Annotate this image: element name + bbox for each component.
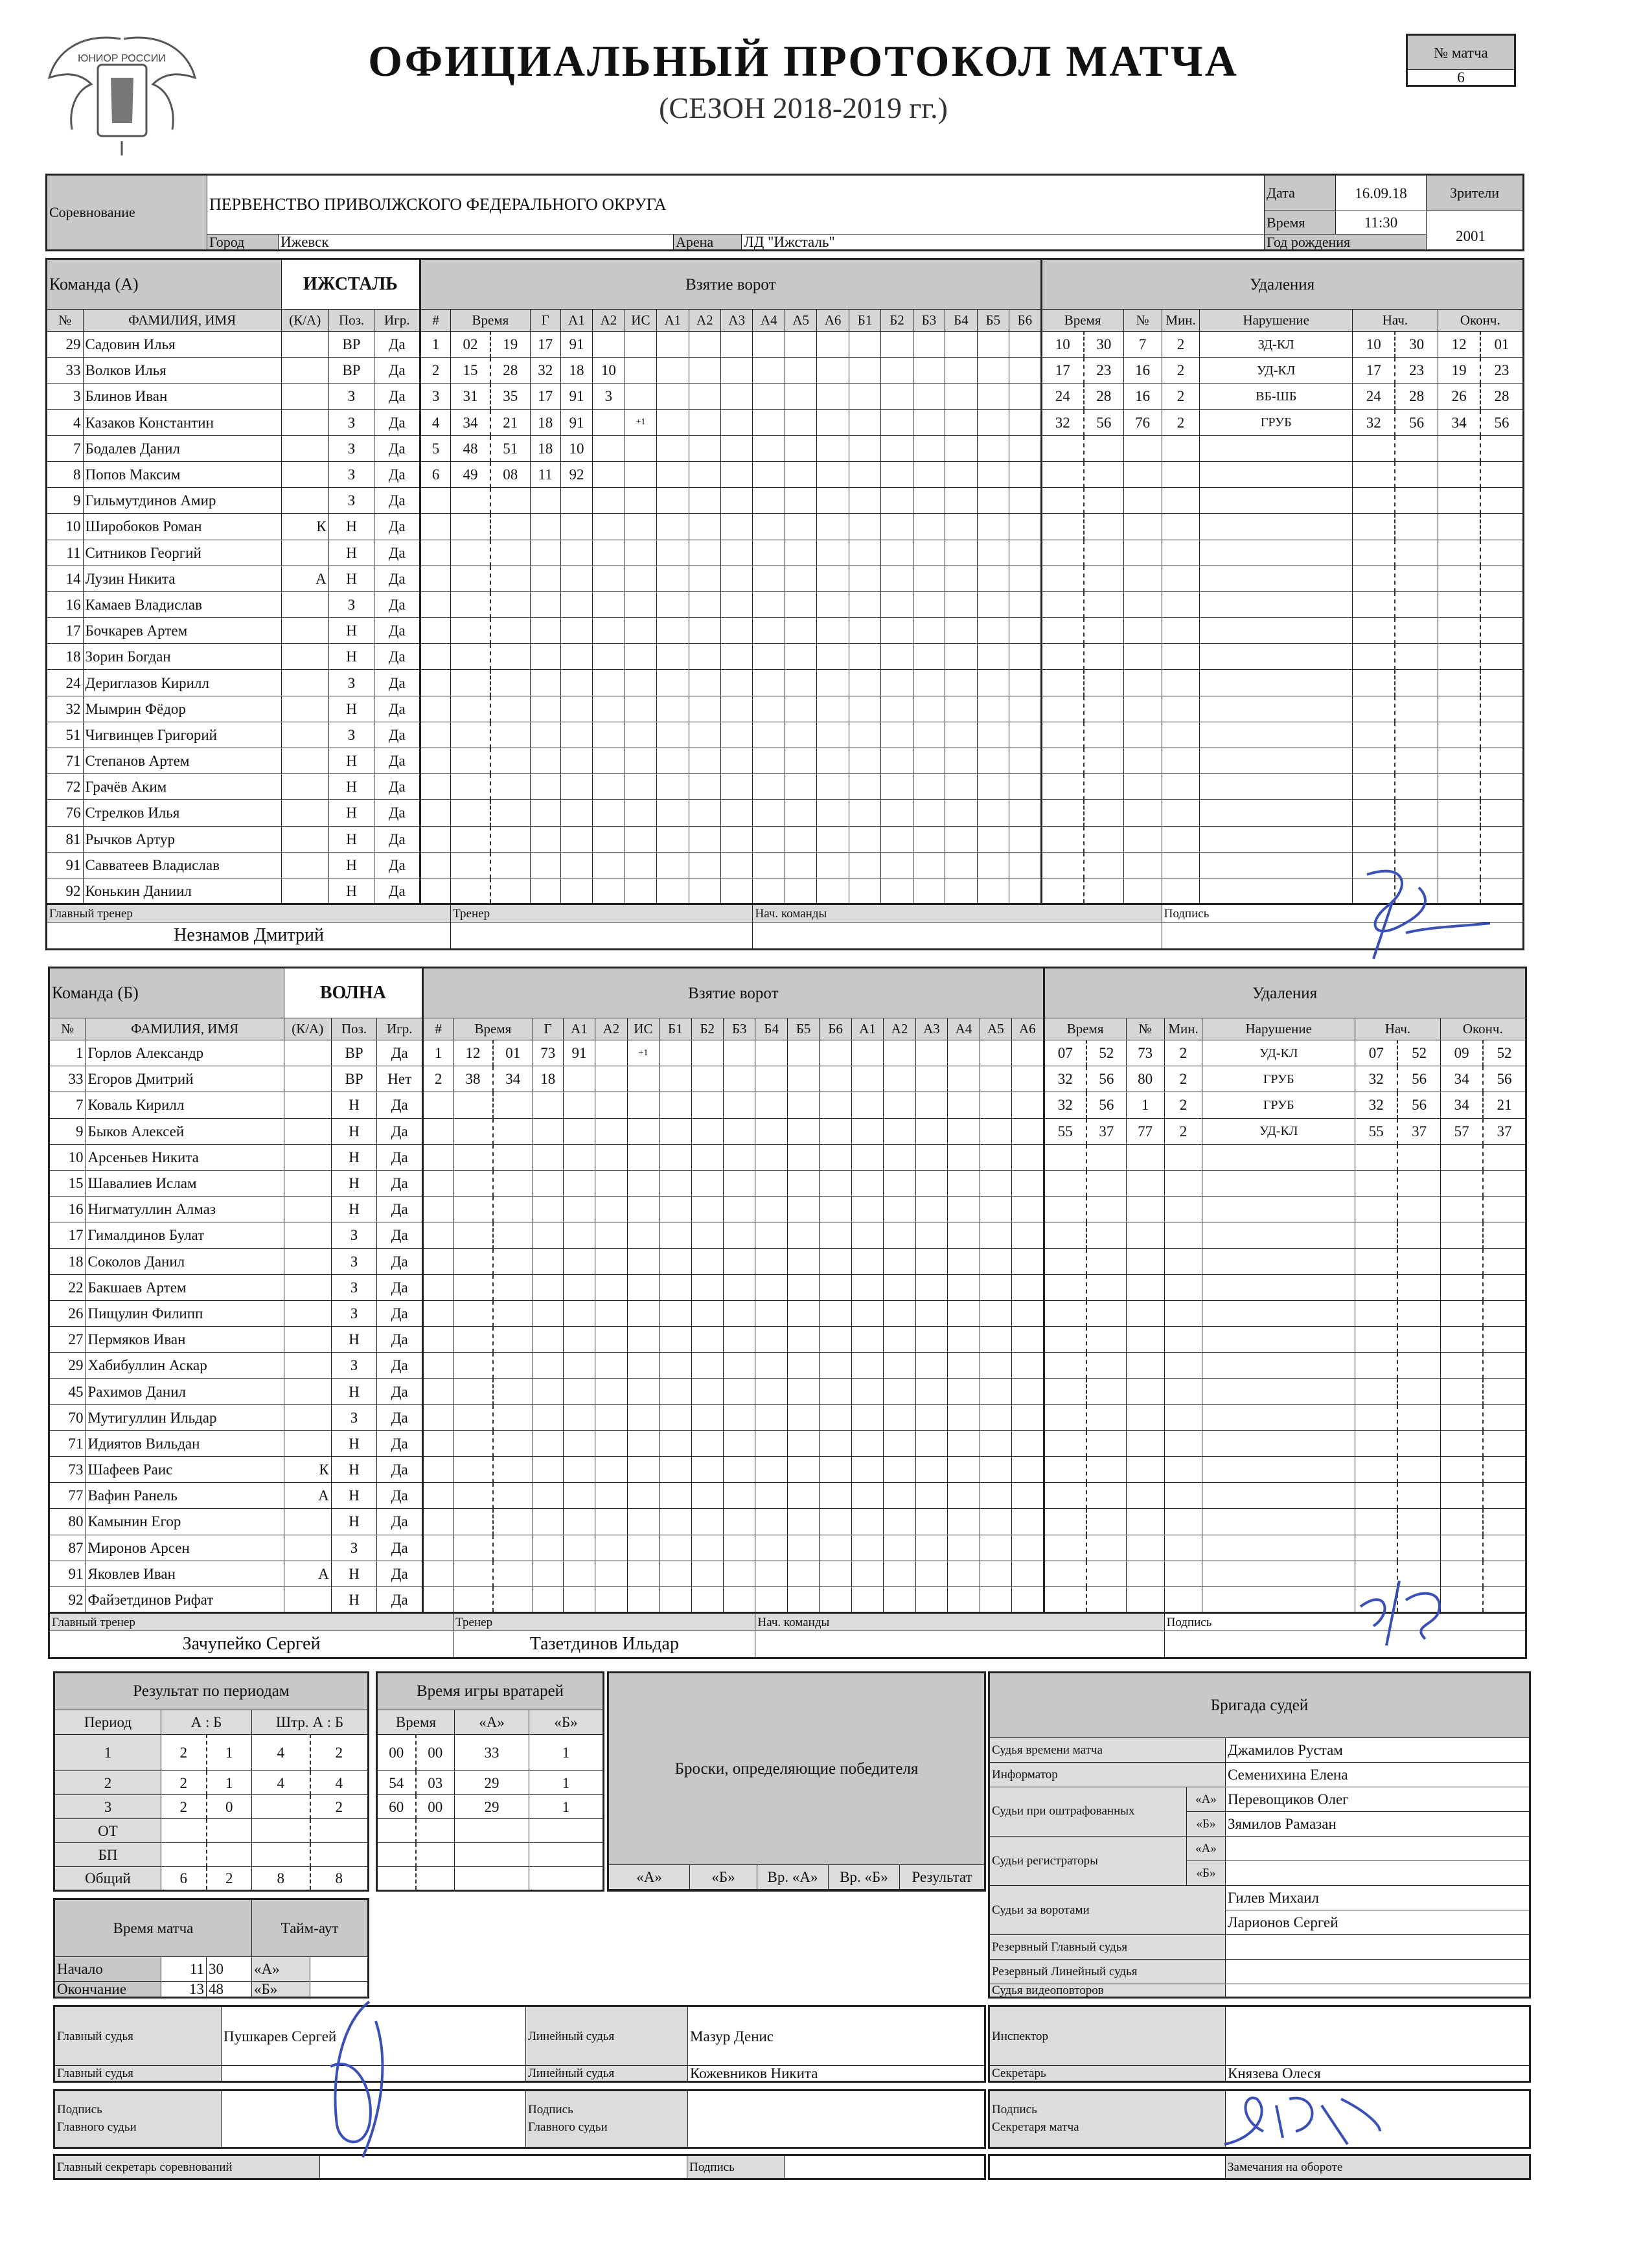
head-coach: Незнамов Дмитрий (47, 922, 451, 950)
player-name: Горлов Александр (86, 1040, 284, 1066)
city: Ижевск (279, 235, 674, 251)
goalie-time-row: 00 00 33 1 (377, 1734, 604, 1770)
penalty-box-judge-b: Зямилов Рамазан (1226, 1812, 1530, 1837)
player-name: Казаков Константин (83, 409, 281, 435)
player-name: Конькин Даниил (83, 878, 281, 904)
player-row: 9 Гильмутдинов Амир З Да (47, 488, 1524, 514)
trainer (451, 922, 753, 950)
chief-secretary: Главный секретарь соревнований Подпись (53, 2154, 986, 2180)
player-name: Блинов Иван (83, 384, 281, 409)
head-coach: Зачупейко Сергей (49, 1631, 453, 1658)
player-row: 80 Камынин Егор Н Да (49, 1509, 1526, 1535)
timekeeper: Джамилов Рустам (1226, 1738, 1530, 1763)
player-name: Савватеев Владислав (83, 852, 281, 878)
goal-judge-2: Ларионов Сергей (1226, 1910, 1530, 1935)
player-name: Бакшаев Артем (86, 1274, 284, 1300)
player-row: 76 Стрелков Илья Н Да (47, 800, 1524, 826)
team-a-block (45, 258, 1522, 954)
player-name: Нигматуллин Алмаз (86, 1197, 284, 1222)
player-name: Стрелков Илья (83, 800, 281, 826)
player-name: Арсеньев Никита (86, 1144, 284, 1170)
signatures-main: Подпись Главного судьи Подпись Главного судьи (53, 2089, 986, 2149)
period-row: 3 2 0 2 (54, 1795, 369, 1819)
signature-coach-b (1348, 1574, 1477, 1652)
player-row: 1 Горлов Александр ВР Да 1 12 01 73 91 +1 07 52 73 2 УД-КЛ 07 52 09 52 (49, 1040, 1526, 1066)
player-name: Лузин Никита (83, 566, 281, 591)
match-number-value: 6 (1407, 70, 1515, 86)
period-row: БП (54, 1843, 369, 1867)
player-name: Пищулин Филипп (86, 1300, 284, 1326)
player-row: 91 Савватеев Владислав Н Да (47, 852, 1524, 878)
referee-team: Бригада судей Судья времени матча Джамилов Рустам Информатор Семенихина Елена Судьи при оштрафованных «А» Перевощиков Олег «Б» Зямилов Рамазан Судьи регистраторы «А» «Б» Судьи за воротами Гилев Михаил Ларионов Сергей Резервный Главный судья Резервный Линейный судья Судья видеоповторов (988, 1671, 1531, 1999)
player-row: 33 Волков Илья ВР Да 2 15 28 32 18 10 17 23 16 2 УД-КЛ 17 23 19 23 (47, 358, 1524, 384)
penalties-section: Удаления (1041, 259, 1523, 310)
notes: Замечания на обороте (988, 2154, 1531, 2180)
signature-coach-a (1328, 862, 1497, 972)
signature-secretary: Подпись Секретаря матча (988, 2089, 1531, 2149)
player-name: Егоров Дмитрий (86, 1066, 284, 1092)
player-name: Коваль Кирилл (86, 1092, 284, 1118)
player-row: 33 Егоров Дмитрий ВР Нет 2 38 34 18 32 56 80 2 ГРУБ 32 56 34 56 (49, 1066, 1526, 1092)
player-row: 92 Файзетдинов Рифат Н Да (49, 1586, 1526, 1612)
linesman-1: Мазур Денис (688, 2006, 985, 2066)
secretary: Князева Олеся (1226, 2066, 1530, 2082)
period-results: Результат по периодам Период А : Б Штр. А : Б 1 2 1 4 2 2 2 1 4 4 3 2 0 2 ОТ БП Общий 6 2 8 8 (53, 1671, 369, 1892)
period-row: Общий 6 2 8 8 (54, 1867, 369, 1891)
player-row: 72 Грачёв Аким Н Да (47, 774, 1524, 800)
player-row: 8 Попов Максим З Да 6 49 08 11 92 (47, 461, 1524, 487)
player-row: 45 Рахимов Данил Н Да (49, 1379, 1526, 1404)
team-name: ИЖСТАЛЬ (281, 259, 420, 310)
player-name: Попов Максим (83, 461, 281, 487)
period-row: 1 2 1 4 2 (54, 1734, 369, 1770)
goalie-time: Время игры вратарей Время «А» «Б» 00 00 33 1 54 03 29 1 60 00 29 1 (376, 1671, 604, 1892)
player-row: 14 Лузин Никита А Н Да (47, 566, 1524, 591)
player-name: Чигвинцев Григорий (83, 722, 281, 748)
player-name: Хабибуллин Аскар (86, 1353, 284, 1379)
goalie-time-row: 60 00 29 1 (377, 1795, 604, 1819)
main-officials: Главный судья Пушкарев Сергей Линейный судья Мазур Денис Главный судья Линейный судья Кожевников Никита (53, 2005, 986, 2083)
player-row: 17 Гималдинов Булат З Да (49, 1222, 1526, 1248)
player-row: 81 Рычков Артур Н Да (47, 826, 1524, 852)
match-time-table: Время матча Тайм-аут Начало 11 30 «А» Окончание 13 48 «Б» (53, 1898, 369, 1999)
team-name: ВОЛНА (284, 968, 422, 1018)
player-name: Садовин Илья (83, 332, 281, 358)
player-name: Файзетдинов Рифат (86, 1586, 284, 1612)
logo (43, 26, 201, 159)
signature-secretary (1218, 2086, 1386, 2157)
player-name: Камынин Егор (86, 1509, 284, 1535)
player-name: Вафин Ранель (86, 1483, 284, 1509)
player-name: Рахимов Данил (86, 1379, 284, 1404)
match-time: 11:30 (1336, 211, 1427, 235)
period-row: ОТ (54, 1819, 369, 1843)
linesman-2: Кожевников Никита (688, 2066, 985, 2082)
informer: Семенихина Елена (1226, 1763, 1530, 1787)
player-row: 92 Конькин Даниил Н Да (47, 878, 1524, 904)
main-referee-signature-2 (688, 2090, 985, 2148)
player-row: 18 Соколов Данил З Да (49, 1248, 1526, 1274)
player-name: Яковлев Иван (86, 1561, 284, 1586)
player-row: 71 Идиятов Вильдан Н Да (49, 1430, 1526, 1456)
player-row: 91 Яковлев Иван А Н Да (49, 1561, 1526, 1586)
player-row: 29 Хабибуллин Аскар З Да (49, 1353, 1526, 1379)
player-name: Рычков Артур (83, 826, 281, 852)
team-label: Команда (Б) (49, 968, 284, 1018)
trainer: Тазетдинов Ильдар (453, 1631, 755, 1658)
match-info: Соревнование ПЕРВЕНСТВО ПРИВОЛЖСКОГО ФЕДЕРАЛЬНОГО ОКРУГА Дата 16.09.18 Зрители Время 11:30 Город Ижевск Арена ЛД "Ижсталь" Год рождения (45, 174, 1524, 251)
player-row: 10 Широбоков Роман К Н Да (47, 514, 1524, 540)
player-name: Шафеев Раис (86, 1457, 284, 1483)
player-name: Камаев Владислав (83, 591, 281, 617)
season: (СЕЗОН 2018-2019 гг.) (659, 91, 948, 124)
birth-year: 2001 (1456, 228, 1486, 244)
player-row: 4 Казаков Константин З Да 4 34 21 18 91 +1 32 56 76 2 ГРУБ 32 56 34 56 (47, 409, 1524, 435)
player-name: Мутигуллин Ильдар (86, 1404, 284, 1430)
player-row: 7 Коваль Кирилл Н Да 32 56 1 2 ГРУБ 32 56 34 21 (49, 1092, 1526, 1118)
player-name: Ситников Георгий (83, 540, 281, 566)
player-row: 10 Арсеньев Никита Н Да (49, 1144, 1526, 1170)
player-name: Идиятов Вильдан (86, 1430, 284, 1456)
player-row: 3 Блинов Иван З Да 3 31 35 17 91 3 24 28 16 2 ВБ-ШБ 24 28 26 28 (47, 384, 1524, 409)
start-hour: 11 (161, 1957, 207, 1982)
player-row: 9 Быков Алексей Н Да 55 37 77 2 УД-КЛ 55 37 57 37 (49, 1118, 1526, 1144)
competition: ПЕРВЕНСТВО ПРИВОЛЖСКОГО ФЕДЕРАЛЬНОГО ОКРУГА (207, 175, 1265, 235)
goals-section: Взятие ворот (420, 259, 1041, 310)
player-name: Соколов Данил (86, 1248, 284, 1274)
player-row: 22 Бакшаев Артем З Да (49, 1274, 1526, 1300)
player-name: Дериглазов Кирилл (83, 670, 281, 696)
player-name: Волков Илья (83, 358, 281, 384)
goalie-time-row: 54 03 29 1 (377, 1771, 604, 1795)
penalty-box-judge-a: Перевощиков Олег (1226, 1787, 1530, 1812)
player-name: Гималдинов Булат (86, 1222, 284, 1248)
player-row: 26 Пищулин Филипп З Да (49, 1300, 1526, 1326)
inspector-secretary: Инспектор Секретарь Князева Олеся (988, 2005, 1531, 2083)
player-name: Зорин Богдан (83, 644, 281, 670)
player-row: 71 Степанов Артем Н Да (47, 748, 1524, 774)
player-name: Широбоков Роман (83, 514, 281, 540)
team_a-roster: Команда (А) ИЖСТАЛЬ Взятие ворот Удаления № ФАМИЛИЯ, ИМЯ (К/А) Поз. Игр. # Время Г А1 А2 ИС А1 А2 А3 А4 А5 А6 Б1 Б2 Б3 Б4 Б5 Б6 Время № Мин. Нарушение Нач. Оконч. 29 Садовин Илья ВР Да 1 02 19 17 91 10 30 7 2 ЗД-КЛ 10 30 12 01 33 Волков Илья ВР Да 2 15 28 32 18 10 17 23 16 2 УД-КЛ 17 23 19 23 3 Блинов Иван З Да 3 31 35 17 91 3 24 28 16 2 ВБ-ШБ 24 28 26 28 4 Казаков Константин З Да 4 34 21 18 91 +1 32 56 76 2 ГРУБ 32 56 34 56 7 Бодалев Данил З Да 5 48 51 18 10 8 Попов Максим З Да 6 49 08 11 92 9 Гильмутдинов Амир З Да 10 Широбоков Роман К Н Да 11 Ситников Георгий Н Да 14 Лузин Никита А Н Да 16 Камаев Владислав З Да 17 Бочкарев Артем Н Да 18 Зорин Богдан Н Да 24 Дериглазов Кирилл З Да 32 Мымрин Фёдор Н Да 51 Чигвинцев Григорий З Да 71 Степанов Артем Н Да 72 Грачёв Аким Н Да 76 Стрелков Илья Н Да 81 Рычков Артур Н Да 91 Савватеев Владислав Н Да 92 Конькин Даниил Н Да Главный тренер Тренер Нач. команды Подпись Незнамов Дмитрий (45, 258, 1524, 950)
player-name: Шавалиев Ислам (86, 1170, 284, 1196)
match-date: 16.09.18 (1336, 175, 1427, 211)
player-name: Гильмутдинов Амир (83, 488, 281, 514)
player-row: 29 Садовин Илья ВР Да 1 02 19 17 91 10 30 7 2 ЗД-КЛ 10 30 12 01 (47, 332, 1524, 358)
player-row: 77 Вафин Ранель А Н Да (49, 1483, 1526, 1509)
goals-section: Взятие ворот (423, 968, 1044, 1018)
player-row: 11 Ситников Георгий Н Да (47, 540, 1524, 566)
player-name: Миронов Арсен (86, 1535, 284, 1561)
end-hour: 13 (161, 1982, 207, 1998)
player-row: 32 Мымрин Фёдор Н Да (47, 696, 1524, 722)
winning-shots: Броски, определяющие победителя «А» «Б» Вр. «А» Вр. «Б» Результат (607, 1671, 986, 1892)
player-row: 24 Дериглазов Кирилл З Да (47, 670, 1524, 696)
player-name: Бодалев Данил (83, 435, 281, 461)
team_b-roster: Команда (Б) ВОЛНА Взятие ворот Удаления № ФАМИЛИЯ, ИМЯ (К/А) Поз. Игр. # Время Г А1 А2 ИС Б1 Б2 Б3 Б4 Б5 Б6 А1 А2 А3 А4 А5 А6 Время № Мин. Нарушение Нач. Оконч. 1 Горлов Александр ВР Да 1 12 01 73 91 +1 07 52 73 2 УД-КЛ 07 52 09 52 33 Егоров Дмитрий ВР Нет 2 38 34 18 32 56 80 2 ГРУБ 32 56 34 56 7 Коваль Кирилл Н Да 32 56 1 2 ГРУБ 32 56 34 21 9 Быков Алексей Н Да 55 37 77 2 УД-КЛ 55 37 57 37 10 Арсеньев Никита Н Да 15 Шавалиев Ислам Н Да 16 Нигматуллин Алмаз Н Да 17 Гималдинов Булат З Да 18 Соколов Данил З Да 22 Бакшаев Артем З Да 26 Пищулин Филипп З Да 27 Пермяков Иван Н Да 29 Хабибуллин Аскар З Да 45 Рахимов Данил Н Да 70 Мутигуллин Ильдар З Да 71 Идиятов Вильдан Н Да 73 Шафеев Раис К Н Да 77 Вафин Ранель А Н Да 80 Камынин Егор Н Да 87 Миронов Арсен З Да 91 Яковлев Иван А Н Да 92 Файзетдинов Рифат Н Да Главный тренер Тренер Нач. команды Подпись Зачупейко Сергей Тазетдинов Ильдар (48, 967, 1527, 1659)
player-row: 18 Зорин Богдан Н Да (47, 644, 1524, 670)
logo-text: ЮНИОР РОССИИ (78, 53, 166, 64)
player-row: 16 Камаев Владислав З Да (47, 591, 1524, 617)
match-number: № матча 6 (1406, 34, 1516, 87)
team-b-block (48, 967, 1526, 1663)
main-referee-1: Пушкарев Сергей (222, 2006, 526, 2066)
arena: ЛД "Ижсталь" (742, 235, 1265, 251)
player-row: 15 Шавалиев Ислам Н Да (49, 1170, 1526, 1196)
page-title: ОФИЦИАЛЬНЫЙ ПРОТОКОЛ МАТЧА (368, 36, 1239, 86)
end-minute: 48 (207, 1982, 252, 1998)
player-name: Пермяков Иван (86, 1327, 284, 1353)
player-name: Быков Алексей (86, 1118, 284, 1144)
penalties-section: Удаления (1044, 968, 1526, 1018)
player-row: 51 Чигвинцев Григорий З Да (47, 722, 1524, 748)
player-row: 87 Миронов Арсен З Да (49, 1535, 1526, 1561)
player-name: Мымрин Фёдор (83, 696, 281, 722)
period-row: 2 2 1 4 4 (54, 1771, 369, 1795)
player-row: 16 Нигматуллин Алмаз Н Да (49, 1197, 1526, 1222)
player-row: 27 Пермяков Иван Н Да (49, 1327, 1526, 1353)
player-row: 17 Бочкарев Артем Н Да (47, 618, 1524, 644)
team-chief (753, 922, 1162, 950)
player-row: 7 Бодалев Данил З Да 5 48 51 18 10 (47, 435, 1524, 461)
start-minute: 30 (207, 1957, 252, 1982)
player-name: Степанов Артем (83, 748, 281, 774)
player-name: Грачёв Аким (83, 774, 281, 800)
player-row: 73 Шафеев Раис К Н Да (49, 1457, 1526, 1483)
inspector (1226, 2006, 1530, 2066)
team-chief (755, 1631, 1164, 1658)
signature-referee (292, 1995, 421, 2164)
goal-judge-1: Гилев Михаил (1226, 1886, 1530, 1910)
player-name: Бочкарев Артем (83, 618, 281, 644)
player-row: 70 Мутигуллин Ильдар З Да (49, 1404, 1526, 1430)
team-label: Команда (А) (47, 259, 282, 310)
